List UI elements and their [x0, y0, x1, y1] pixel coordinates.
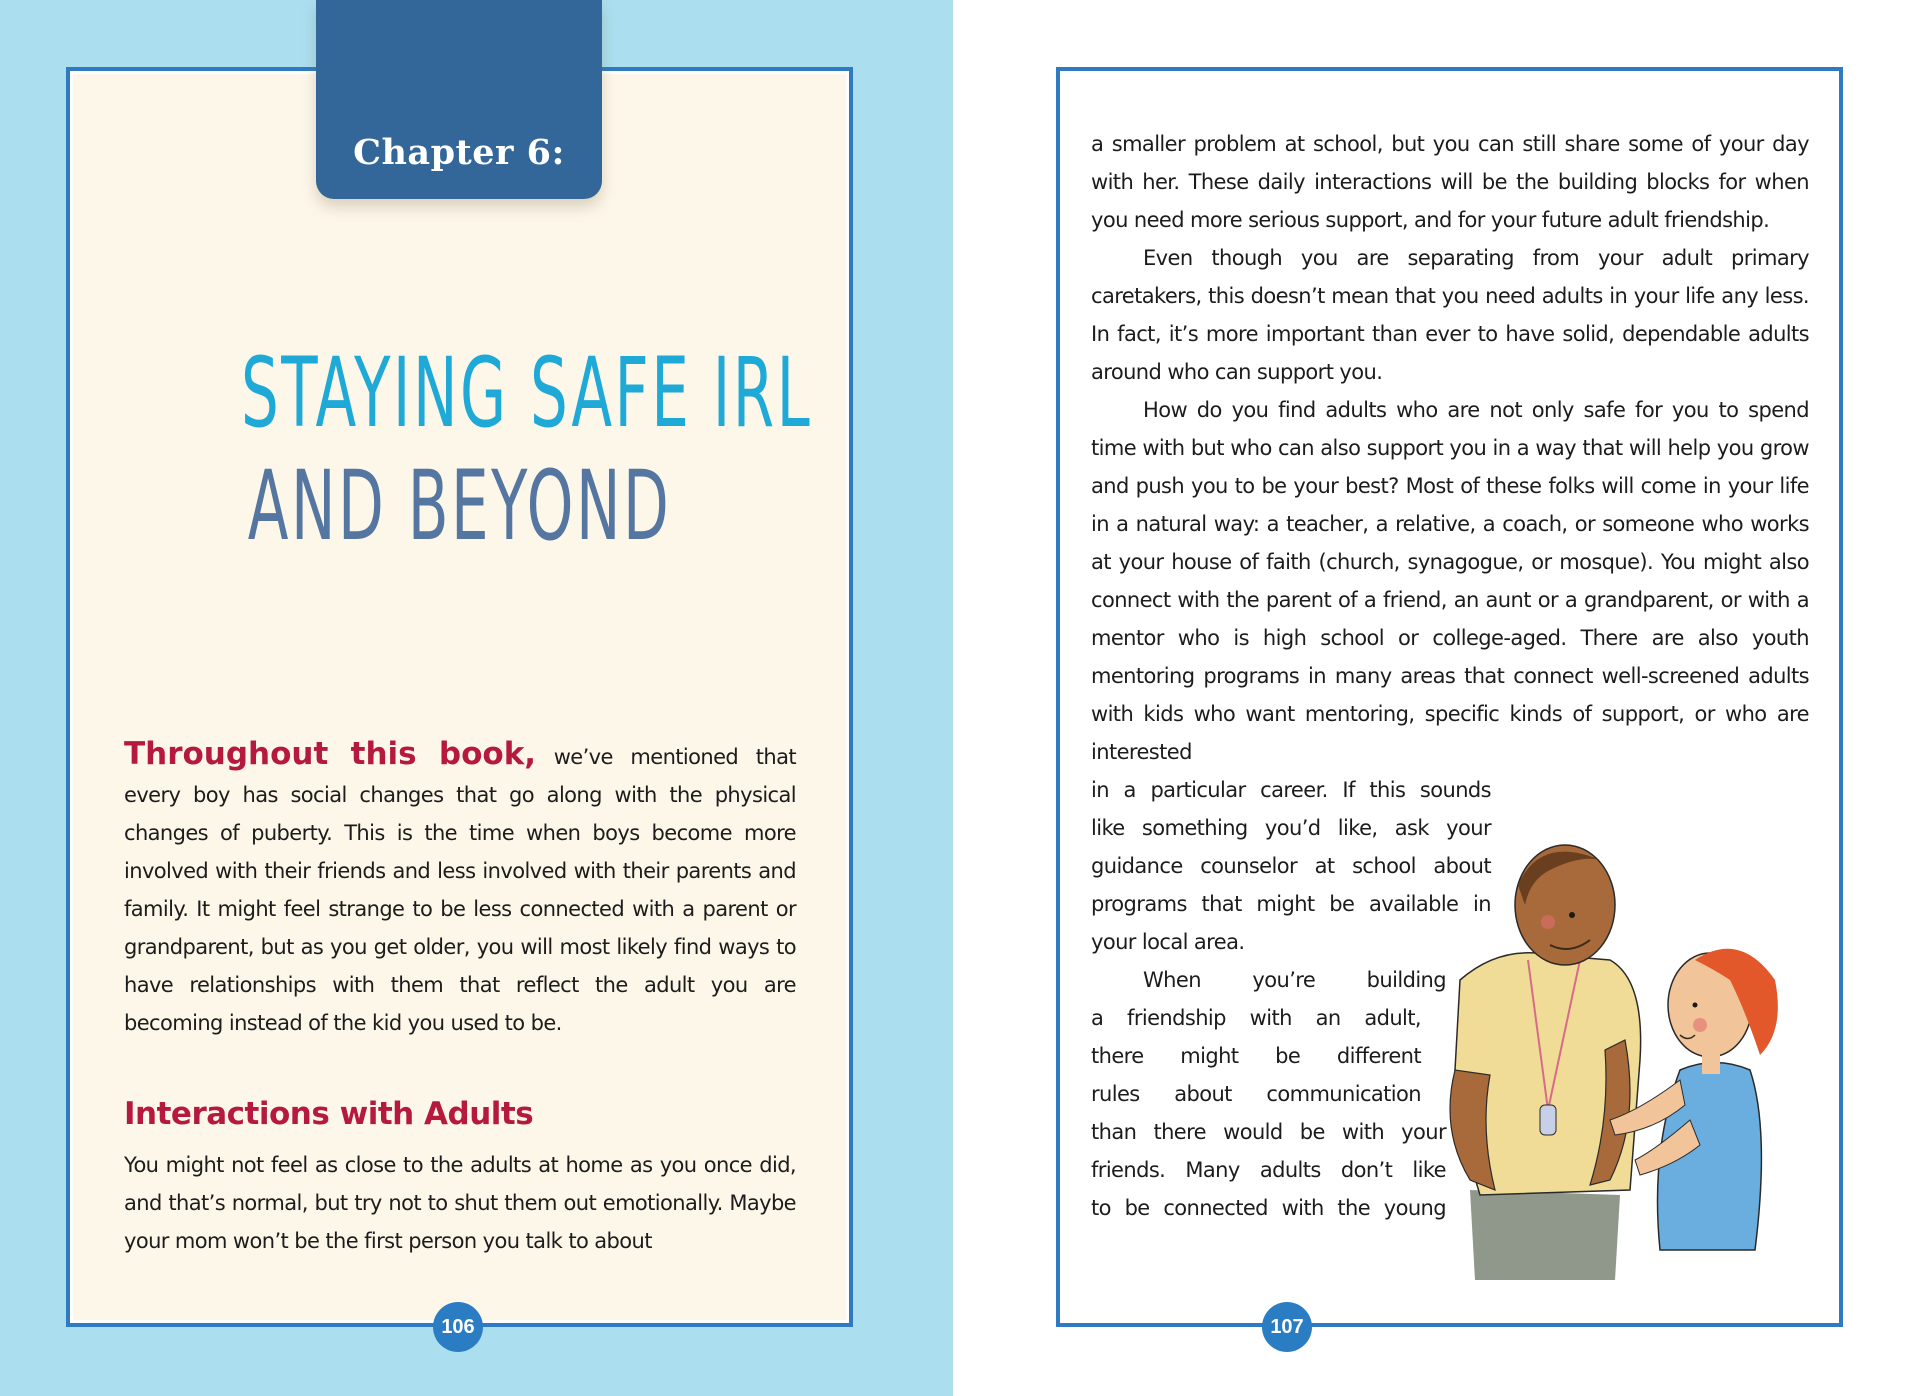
paragraph-3: How do you find adults who are not only safe for you to spend time with but who can also support you in a way that will help you grow and push you to be your best? Most of these folks will come in your life in a natural way: a teacher, a relative, a coach, or someone who works at your house of faith (church, synagogue, or mosque). You might also connect with the parent of a friend, an aunt or a grandparent, or with a mentor who is high school or college-aged. There are also youth mentoring programs in many areas that connect well-screened adults with kids who want mentoring, specific kinds of support, or who are interested — [1091, 398, 1809, 764]
paragraph-3-wrapped: in a particular career. If this sounds like something you’d like, ask your guidance counselor at school about programs that might be available in your local area. — [1091, 778, 1491, 954]
intro-text: we’ve mentioned that every boy has social changes that go along with the physical changes of puberty. This is the time when boys become more involved with their friends and less involved with their parents and family. It might feel strange to be less connected with a parent or grandparent, but as you get older, you will most likely find ways to have relationships with them that reflect the adult you are becoming instead of the kid you used to be. — [124, 745, 797, 1035]
chapter-tab — [316, 0, 602, 199]
coach-and-boy-illustration — [1440, 830, 1820, 1280]
paragraph-1: a smaller problem at school, but you can still share some of your day with her. These daily interactions will be the building blocks for when you need more serious support, and for your future adult friendship. — [1091, 132, 1809, 232]
section-heading: Interactions with Adults — [124, 1096, 534, 1132]
intro-paragraph — [124, 735, 796, 1042]
left-page — [0, 0, 953, 1396]
page-number-badge: 107 — [1262, 1302, 1312, 1352]
intro-lead: Throughout this book, — [124, 736, 537, 772]
section-paragraph: You might not feel as close to the adults at home as you once did, and that’s normal, but try not to shut them out emotionally. Maybe your mom won’t be the first person you talk to about — [124, 1153, 796, 1253]
chapter-title-line1: STAYING SAFE IRL — [241, 337, 813, 449]
paragraph-2: Even though you are separating from your adult primary caretakers, this doesn’t mean that you need adults in your life any less. In fact, it’s more important than ever to have solid, dependable adults around who can support you. — [1091, 246, 1809, 384]
page-number-badge: 106 — [433, 1302, 483, 1352]
chapter-title-line2: AND BEYOND — [247, 450, 672, 562]
paragraph-4-wrapped: When you’re building a friendship with an adult, there might be different rules about communication than there would be with your friends. Many adults don’t like to be connected with the young — [1091, 968, 1446, 1220]
chapter-label: Chapter 6: — [353, 132, 565, 173]
left-page-frame — [66, 67, 853, 1327]
